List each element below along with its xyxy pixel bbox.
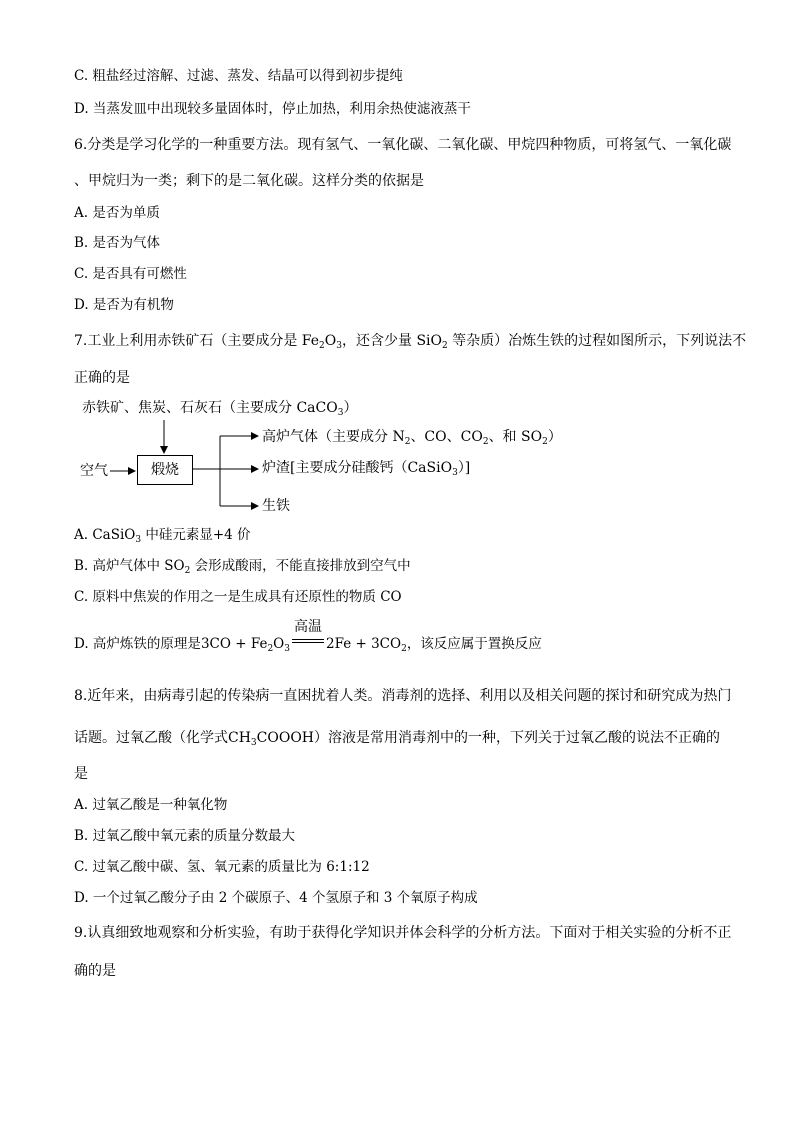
equation-condition-arrow xyxy=(290,619,326,654)
q6-option-d: D. 是否为有机物 xyxy=(74,297,174,313)
q7-option-c: C. 原料中焦炭的作用之一是生成具有还原性的物质 CO xyxy=(74,589,402,605)
q7-option-b: B. 高炉气体中 $SO_2$ 会形成酸雨，不能直接排放到空气中 xyxy=(74,558,411,576)
q6-option-b: B. 是否为气体 xyxy=(74,235,161,251)
q9-stem-line1: 9.认真细致地观察和分析实验，有助于获得化学知识并体会科学的分析方法。下面对于相关实验的分析不正 xyxy=(74,925,732,941)
q6-stem-line1: 6.分类是学习化学的一种重要方法。现有氢气、一氧化碳、二氧化碳、甲烷四种物质，可将氢气、一氧化碳 xyxy=(74,137,732,153)
q7-option-d-prefix: D. 高炉炼铁的原理是 xyxy=(74,636,201,652)
flowchart-raw-materials: 赤铁矿、焦炭、石灰石（主要成分 CaCO$_3$） xyxy=(82,400,358,418)
equation-rhs: $2Fe + 3CO_2$ xyxy=(325,636,407,654)
q7-option-d-suffix: ，该反应属于置换反应 xyxy=(406,636,542,652)
q7-option-a: A. CaSiO$_3$ 中硅元素显+4 价 xyxy=(74,527,251,545)
q7-option-d xyxy=(74,619,542,654)
q8-option-b: B. 过氧乙酸中氧元素的质量分数最大 xyxy=(74,828,296,844)
q5-option-c: C. 粗盐经过溶解、过滤、蒸发、结晶可以得到初步提纯 xyxy=(74,68,403,84)
q8-option-d: D. 一个过氧乙酸分子由 2 个碳原子、4 个氢原子和 3 个氧原子构成 xyxy=(74,890,478,906)
flowchart-process-box: 煅烧 xyxy=(137,455,193,485)
q6-stem-line2: 、甲烷归为一类；剩下的是二氧化碳。这样分类的依据是 xyxy=(74,173,424,189)
equation-lhs: $3CO + Fe_2O_3$ xyxy=(200,636,290,654)
flowchart-air-label: 空气 xyxy=(80,463,108,479)
q8-stem-line1: 8.近年来，由病毒引起的传染病一直困扰着人类。消毒剂的选择、利用以及相关问题的探讨和研究成为热门 xyxy=(74,688,732,704)
q5-option-d: D. 当蒸发皿中出现较多量固体时，停止加热，利用余热使滤液蒸干 xyxy=(74,101,471,117)
flowchart-output-iron: 生铁 xyxy=(262,498,290,514)
flowchart-output-slag: 炉渣[主要成分硅酸钙（CaSiO$_3$）] xyxy=(262,460,471,478)
q6-option-a: A. 是否为单质 xyxy=(74,205,160,221)
q9-stem-line2: 确的是 xyxy=(74,963,116,979)
q8-option-a: A. 过氧乙酸是一种氧化物 xyxy=(74,797,228,813)
q8-stem-line2: 话题。过氧乙酸（化学式$CH_3COOOH$）溶液是常用消毒剂中的一种，下列关于过氧乙酸的说法不正确的 xyxy=(74,730,721,748)
formula: $CH_3COOOH$ xyxy=(228,730,315,748)
q6-option-c: C. 是否具有可燃性 xyxy=(74,266,187,282)
q8-stem-line3: 是 xyxy=(74,766,88,782)
q7-stem-line2: 正确的是 xyxy=(74,370,130,386)
flowchart-output-gas: 高炉气体（主要成分 $N_2$、CO、$CO_2$、和 $SO_2$） xyxy=(262,429,562,447)
q8-option-c: C. 过氧乙酸中碳、氢、氧元素的质量比为 6:1:12 xyxy=(74,859,370,875)
equation-condition: 高温 xyxy=(293,619,322,635)
q7-stem-line1: 7.工业上利用赤铁矿石（主要成分是 $Fe_2O_3$，还含少量 SiO$_2$ 等杂质）冶炼生铁的过程如图所示，下列说法不 xyxy=(74,333,747,351)
